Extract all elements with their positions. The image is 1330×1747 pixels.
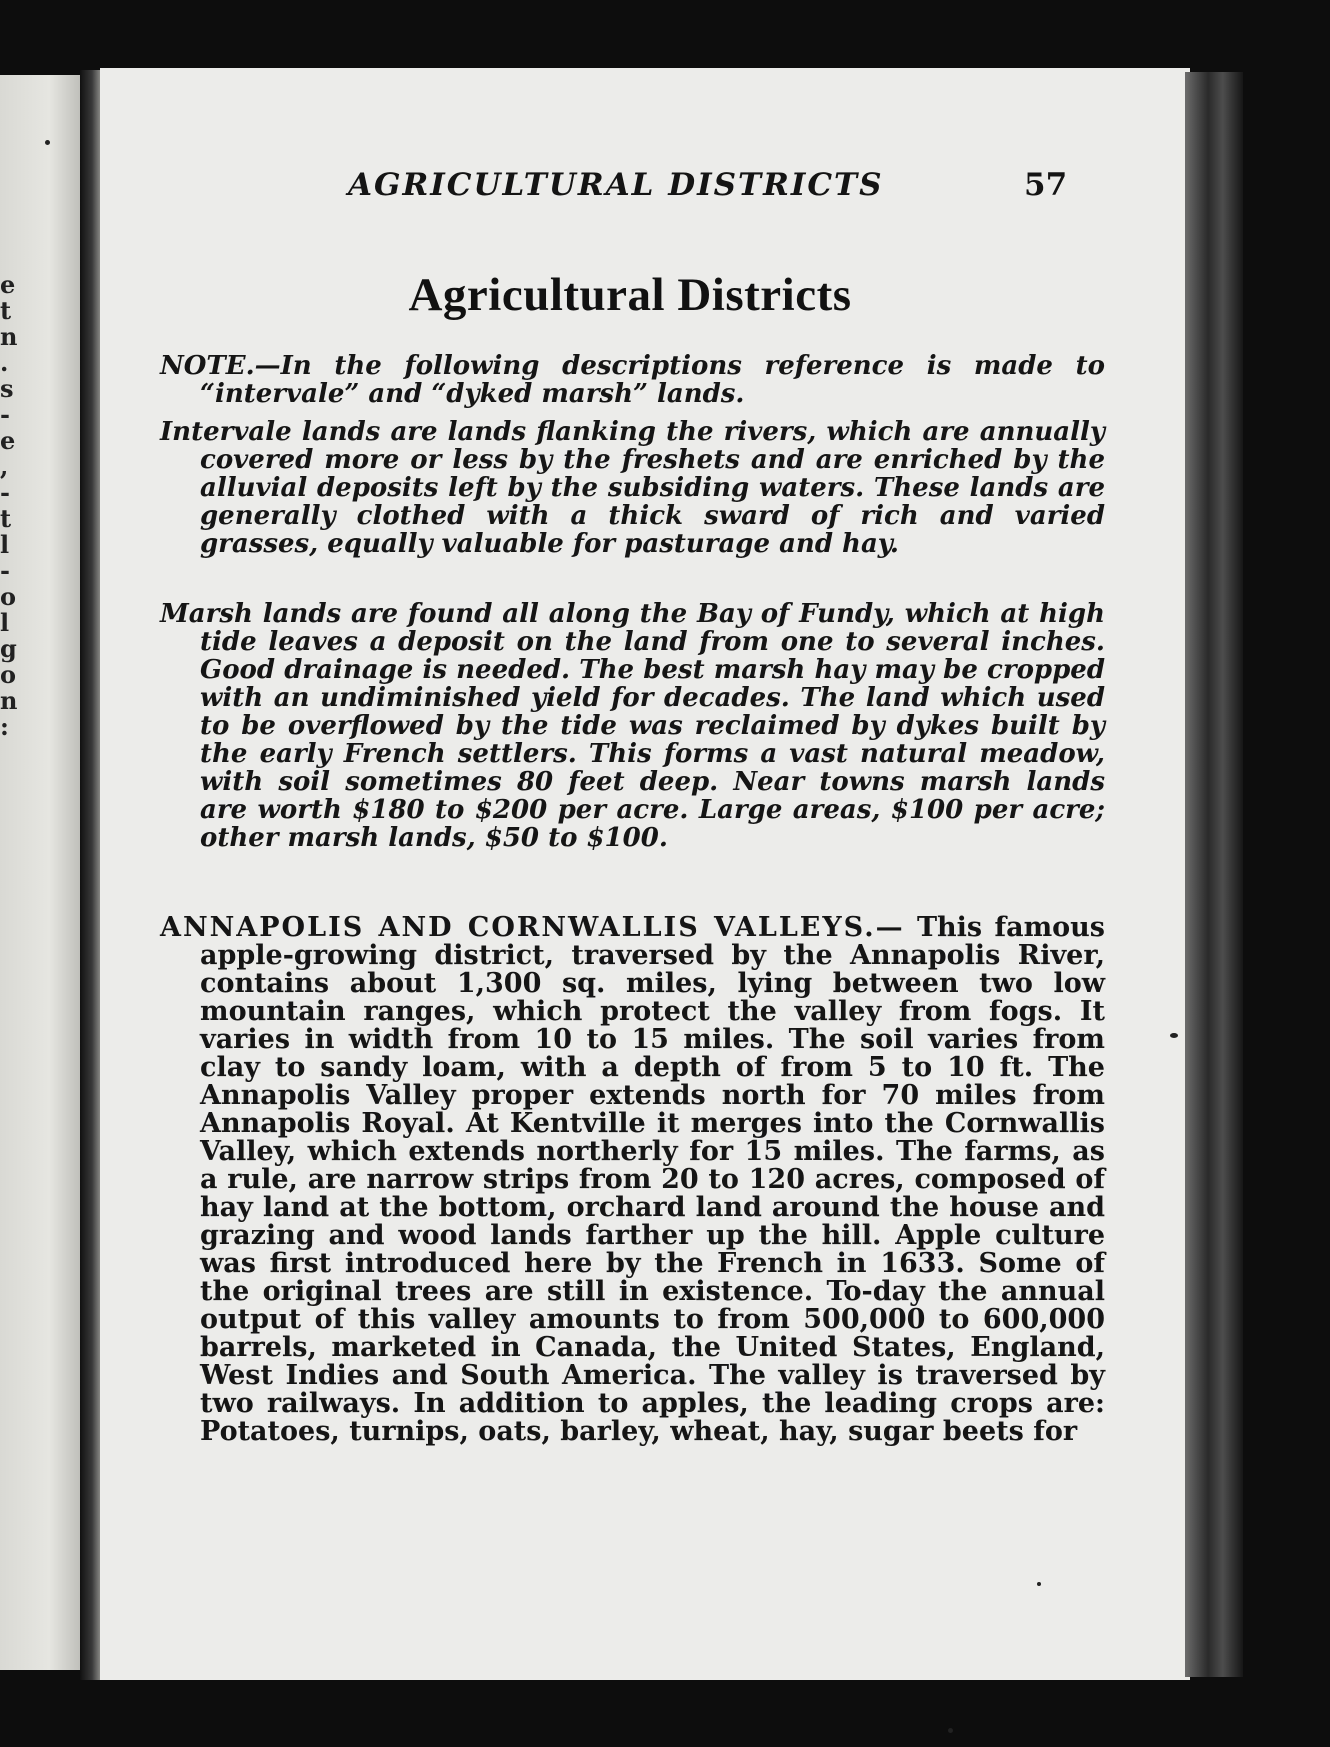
facing-page-fragment: t (0, 296, 12, 325)
section-body: This famous apple-growing district, traversed by the Annapolis River, contains about 1,300 sq. miles, lying between two low mountain ranges, which protect the valley from fogs. It varies in width from 10 to 15 miles. The soil varies from clay to sandy loam, with a depth of from 5 to 10 ft. The Annapolis Valley proper extends north for 70 miles from Annapolis Royal. At Kentville it merges into the Cornwallis Valley, which extends northerly for 15 miles. The farms, as a rule, are narrow strips from 20 to 120 acres, composed of hay land at the bottom, orchard land around the house and grazing and wood lands farther up the hill. Apple culture was first introduced here by the French in 1633. Some of the original trees are still in existence. To-day the annual output of this valley amounts to from 500,000 to 600,000 barrels, marketed in Canada, the United States, England, West Indies and South America. The valley is traversed by two railways. In addition to apples, the leading crops are: Potatoes, turnips, oats, barley, wheat, hay, sugar beets for (200, 912, 1105, 1447)
print-speck (1037, 1582, 1041, 1586)
print-speck (45, 140, 50, 145)
facing-page-fragment: - (0, 400, 10, 429)
page-stack-edge (1185, 72, 1243, 1677)
facing-page-fragment: - (0, 478, 10, 507)
facing-page-fragment: s (0, 374, 14, 403)
facing-page-fragment: n (0, 686, 18, 715)
facing-page-fragment: : (0, 712, 9, 741)
marsh-paragraph: Marsh lands are found all along the Bay of Fundy, which at high tide leaves a deposit on the land from one to several inches. Good drainage is needed. The best marsh hay may be cropped with an undiminished yield for decades. The land which used to be overflowed by the tide was reclaimed by dykes built by the early French settlers. This forms a vast natural meadow, with soil sometimes 80 feet deep. Near towns marsh lands are worth $180 to $200 per acre. Large areas, $100 per acre; other marsh lands, $50 to $100. (160, 599, 1105, 853)
facing-page-fragment: o (0, 582, 17, 611)
print-speck (1170, 1033, 1178, 1038)
facing-page-fragment: t (0, 504, 12, 533)
facing-page-fragment: . (0, 348, 9, 377)
facing-page-fragment: g (0, 634, 17, 663)
section-heading: ANNAPOLIS AND CORNWALLIS VALLEYS.— (160, 912, 905, 943)
facing-page-fragment: e (0, 270, 16, 299)
page-title: Agricultural Districts (408, 269, 852, 321)
running-head: AGRICULTURAL DISTRICTS (348, 167, 884, 203)
print-speck (948, 1728, 953, 1733)
facing-page-fragment: - (0, 556, 10, 585)
facing-page-fragment: n (0, 322, 18, 351)
facing-page-fragment: l (0, 530, 10, 559)
page-number: 57 (1024, 167, 1068, 203)
book-gutter (80, 70, 102, 1680)
facing-page-fragment: e (0, 426, 16, 455)
facing-page-fragment: , (0, 452, 9, 481)
intervale-paragraph: Intervale lands are lands flanking the rivers, which are annually covered more or less by the freshets and are enriched by the alluvial deposits left by the subsiding waters. These lands are generally clothed with a thick sward of rich and varied grasses, equally valuable for pasturage and hay. (160, 417, 1105, 559)
facing-page-edge (0, 75, 82, 1670)
note-paragraph: NOTE.—In the following descriptions reference is made to “intervale” and “dyked marsh” lands. (160, 351, 1105, 409)
annapolis-section (160, 914, 1105, 1446)
facing-page-fragment: o (0, 660, 17, 689)
facing-page-fragment: l (0, 608, 10, 637)
